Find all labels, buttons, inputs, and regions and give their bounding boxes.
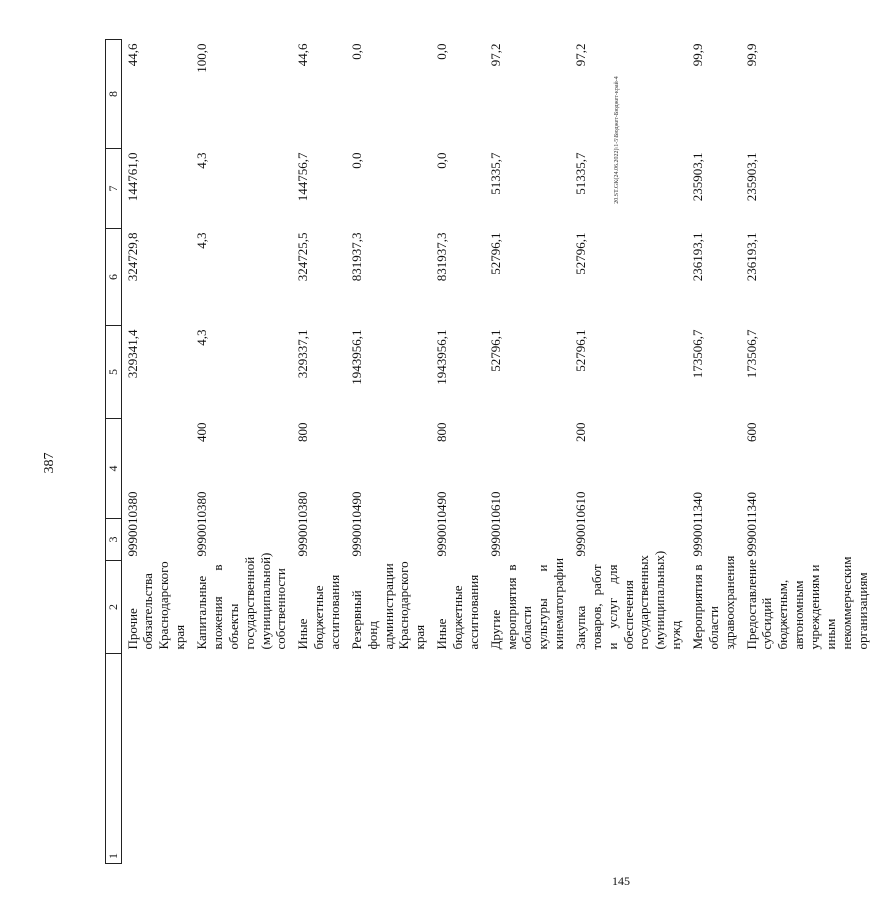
header-cell: 1: [106, 654, 122, 864]
table-row: [687, 40, 741, 864]
cell-col8: 99,9: [689, 43, 705, 67]
cell-col6: 324725,5: [295, 232, 311, 282]
cell-csr: 9990010610: [572, 491, 588, 557]
cell-col5: 1943956,1: [434, 329, 450, 385]
cell-csr: 9990011340: [743, 491, 759, 557]
cell-col8: 0,0: [434, 43, 450, 60]
cell-col1: [687, 654, 741, 864]
cell-col5: 4,3: [194, 329, 210, 346]
cell-name: Резервный фонд администрации Краснодарского края: [348, 561, 428, 650]
cell-col5: 52796,1: [572, 329, 588, 372]
cell-col7: 144761,0: [124, 152, 140, 202]
cell-col7: 0,0: [434, 152, 450, 169]
cell-col1: [121, 654, 191, 864]
table-row: [741, 40, 873, 864]
cell-col5: 329341,4: [124, 329, 140, 379]
cell-col7: 144756,7: [295, 152, 311, 202]
header-cell: 6: [106, 229, 122, 326]
cell-col1: [191, 654, 292, 864]
corner-page-number: 145: [612, 874, 630, 888]
page-number: 387: [42, 452, 57, 474]
header-cell: 5: [106, 326, 122, 419]
cell-col5: 173506,7: [743, 329, 759, 379]
cell-vr: 200: [572, 422, 588, 442]
cell-vr: 800: [434, 422, 450, 442]
cell-col8: 99,9: [743, 43, 759, 67]
header-cell: 4: [106, 419, 122, 519]
cell-col5: 1943956,1: [348, 329, 364, 385]
table-row: [121, 40, 191, 864]
cell-col7: 235903,1: [743, 152, 759, 202]
cell-col8: 100,0: [194, 43, 210, 73]
cell-name: Другие мероприятия в области культуры и кинематографии: [487, 557, 567, 650]
table-row: [570, 40, 687, 864]
cell-csr: 9990010380: [194, 491, 210, 557]
cell-csr: 9990011340: [689, 491, 705, 557]
header-cell: 8: [106, 40, 122, 149]
cell-col5: 52796,1: [487, 329, 503, 372]
cell-col7: 235903,1: [689, 152, 705, 202]
cell-col1: [431, 654, 485, 864]
cell-col6: 52796,1: [487, 232, 503, 275]
cell-col7: 51335,7: [487, 152, 503, 195]
cell-col8: 97,2: [487, 43, 503, 67]
cell-col1: [485, 654, 570, 864]
cell-name: Мероприятия в области здравоохранения: [689, 555, 737, 650]
cell-vr: 400: [194, 422, 210, 442]
cell-col6: 236193,1: [689, 232, 705, 282]
cell-col8: 44,6: [124, 43, 140, 67]
cell-col6: 324729,8: [124, 232, 140, 282]
cell-col1: [570, 654, 687, 864]
header-cell: 3: [106, 519, 122, 561]
table-row: [431, 40, 485, 864]
cell-col1: [346, 654, 431, 864]
cell-col1: [741, 654, 873, 864]
cell-csr: 9990010380: [124, 491, 140, 557]
cell-col8: 44,6: [295, 43, 311, 67]
header-cell: 7: [106, 149, 122, 229]
cell-col6: 831937,3: [434, 232, 450, 282]
cell-csr: 9990010490: [348, 491, 364, 557]
cell-csr: 9990010380: [295, 491, 311, 557]
cell-col7: 0,0: [348, 152, 364, 169]
cell-name: Иные бюджетные ассигнования: [434, 574, 481, 650]
cell-vr: 800: [295, 422, 311, 442]
header-cell: 2: [106, 561, 122, 654]
cell-csr: 9990010610: [487, 491, 503, 557]
cell-col8: 97,2: [572, 43, 588, 67]
cell-name: Закупка товаров, работ и услуг для обеспечения государственных (муниципальных) нужд: [572, 550, 684, 650]
cell-name: Иные бюджетные ассигнования: [295, 574, 342, 650]
table-row: [485, 40, 570, 864]
cell-col6: 831937,3: [348, 232, 364, 282]
cell-col6: 236193,1: [743, 232, 759, 282]
table-row: [292, 40, 346, 864]
file-path-note: 20.ST.GK(24.06.2022)\1-5\Бюджет-Бюджет-край-4: [614, 76, 620, 204]
table-row: [191, 40, 292, 864]
cell-col1: [292, 654, 346, 864]
cell-col6: 4,3: [194, 232, 210, 249]
cell-name: Предоставление субсидий бюджетным, автономным учреждениям и иным некоммерческим организациям: [743, 556, 870, 650]
budget-table: [105, 39, 873, 864]
cell-col5: 329337,1: [295, 329, 311, 379]
cell-col8: 0,0: [348, 43, 364, 60]
cell-col6: 52796,1: [572, 232, 588, 275]
cell-name: Капитальные вложения в объекты государственной (муниципальной) собственности: [194, 552, 289, 650]
cell-col7: 4,3: [194, 152, 210, 169]
cell-csr: 9990010490: [434, 491, 450, 557]
cell-col5: 173506,7: [689, 329, 705, 379]
table-row: [346, 40, 431, 864]
cell-name: Прочие обязательства Краснодарского края: [124, 561, 188, 650]
cell-col7: 51335,7: [572, 152, 588, 195]
cell-vr: 600: [743, 422, 759, 442]
header-row: [106, 40, 122, 864]
